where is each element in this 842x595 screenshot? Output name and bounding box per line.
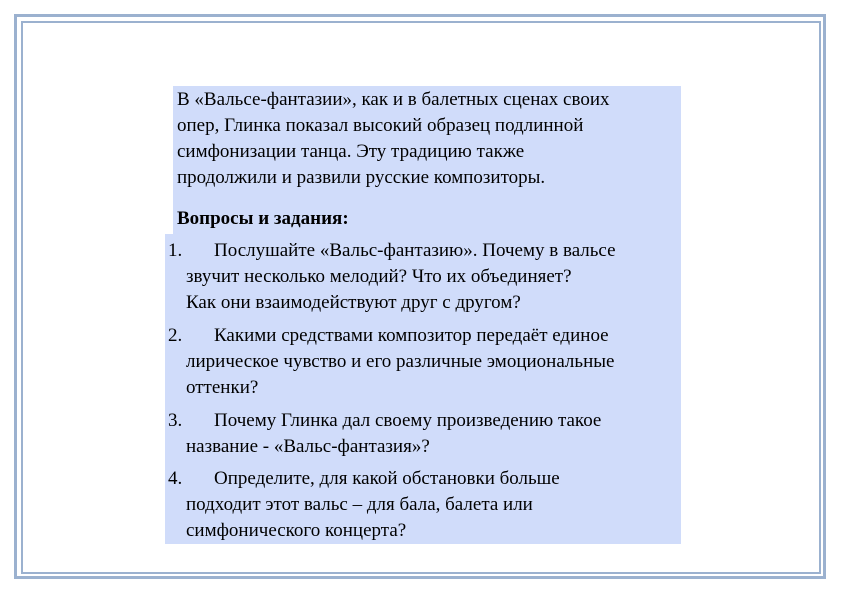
question-number: 2.: [168, 325, 183, 346]
question-line: звучит несколько мелодий? Что их объединяет?: [186, 266, 572, 287]
question-line: Какими средствами композитор передаёт единое: [214, 325, 609, 346]
question-item-4: [168, 466, 680, 544]
question-line: Определите, для какой обстановки больше: [214, 468, 560, 489]
paragraph-line: симфонизации танца. Эту традицию также: [177, 141, 525, 162]
question-line: Послушайте «Вальс-фантазию». Почему в вальсе: [214, 240, 616, 261]
question-line: Как они взаимодействуют друг с другом?: [186, 292, 521, 313]
questions-heading: Вопросы и задания:: [177, 208, 349, 229]
question-number: 4.: [168, 468, 183, 489]
paragraph-line: В «Вальсе-фантазии», как и в балетных сценах своих: [177, 89, 610, 110]
question-number: 1.: [168, 240, 183, 261]
question-line: симфонического концерта?: [186, 520, 407, 541]
question-line: подходит этот вальс – для бала, балета или: [186, 494, 533, 515]
paragraph-line: опер, Глинка показал высокий образец подлинной: [177, 115, 584, 136]
question-item-3: [168, 408, 680, 460]
question-item-1: [168, 238, 680, 316]
question-line: Почему Глинка дал своему произведению такое: [214, 410, 602, 431]
intro-paragraph: [177, 87, 677, 191]
paragraph-line: продолжили и развили русские композиторы.: [177, 167, 546, 188]
question-line: лирическое чувство и его различные эмоциональные: [186, 351, 615, 372]
question-line: название - «Вальс-фантазия»?: [186, 436, 430, 457]
question-item-2: [168, 323, 680, 401]
question-line: оттенки?: [186, 377, 259, 398]
question-number: 3.: [168, 410, 183, 431]
